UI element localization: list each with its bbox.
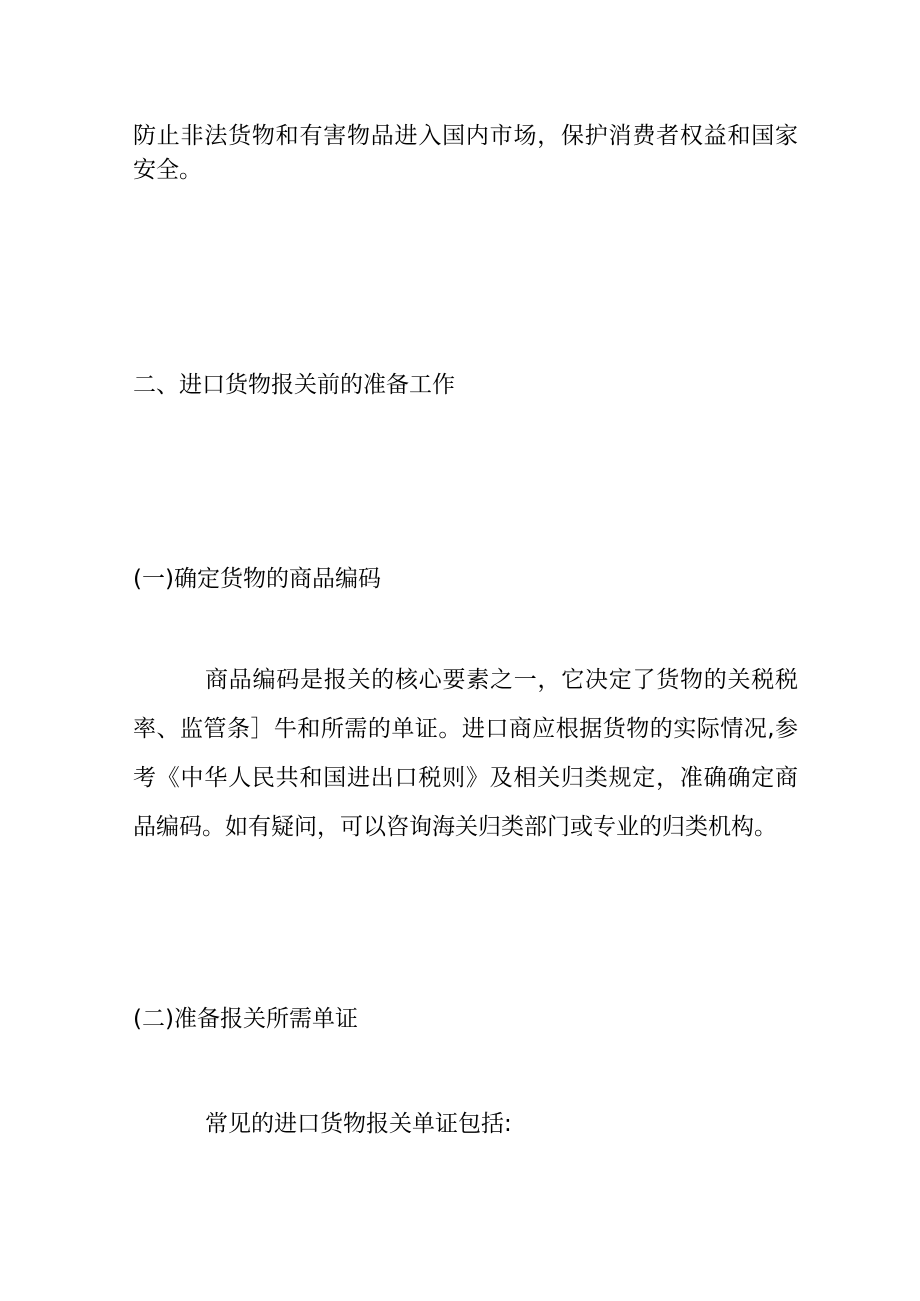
documents-intro-paragraph: 常见的进口货物报关单证包括:: [205, 1111, 512, 1137]
subsection-one-heading: (一)确定货物的商品编码: [133, 566, 381, 592]
intro-paragraph-tail: 防止非法货物和有害物品进入国内市场，保护消费者权益和国家安全。: [133, 123, 798, 183]
commodity-code-paragraph: 商品编码是报关的核心要素之一，它决定了货物的关税税率、监管条］牛和所需的单证。进口商应根据货物的实际情况,参考《中华人民共和国进出口税则》及相关归类规定，准确确定商品编码。如有疑问，可以咨询海关归类部门或专业的归类机构。: [133, 667, 798, 840]
subsection-two-heading: (二)准备报关所需单证: [133, 1006, 358, 1032]
section-two-heading: 二、进口货物报关前的准备工作: [133, 372, 455, 398]
